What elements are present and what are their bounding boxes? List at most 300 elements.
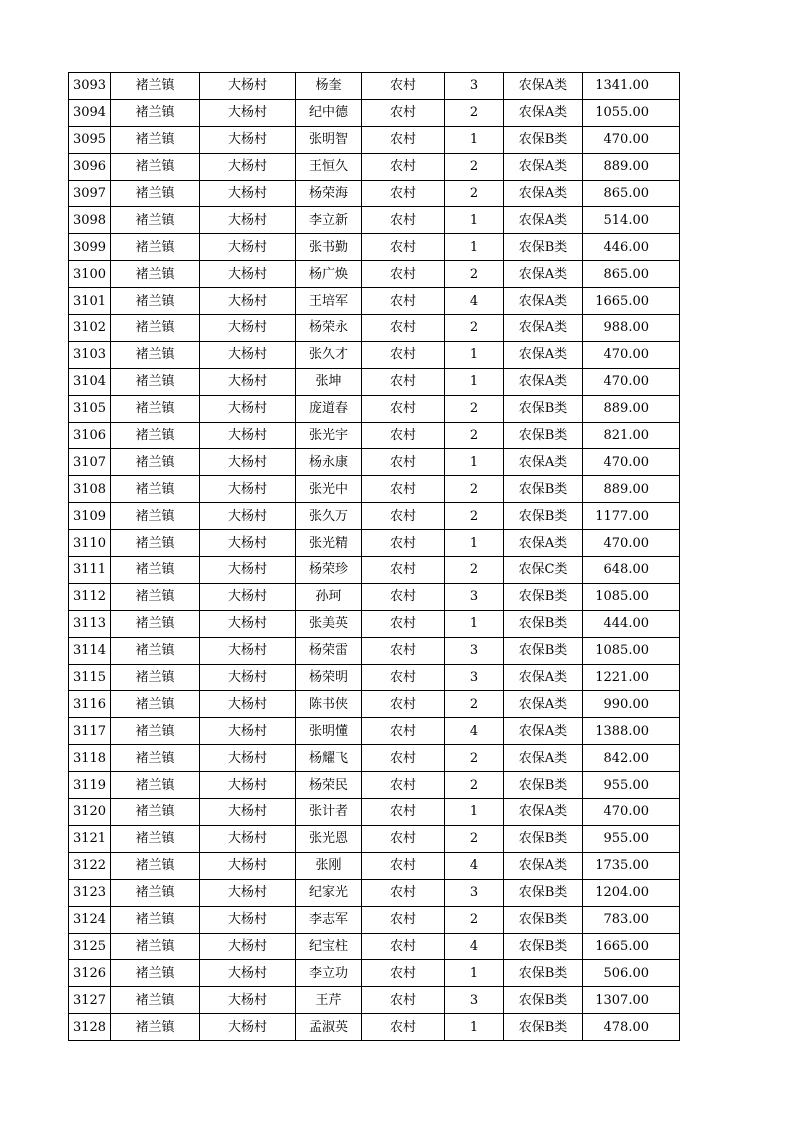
amount-cell: 444.00 — [583, 610, 680, 637]
member-count-cell: 1 — [445, 799, 504, 826]
household-type-cell: 农村 — [362, 664, 445, 691]
member-count-cell: 1 — [445, 960, 504, 987]
village-cell: 大杨村 — [200, 395, 296, 422]
name-cell: 张计者 — [296, 799, 362, 826]
town-cell: 褚兰镇 — [111, 180, 200, 207]
town-cell: 褚兰镇 — [111, 987, 200, 1014]
member-count-cell: 2 — [445, 772, 504, 799]
serial-cell: 3123 — [69, 879, 111, 906]
name-cell: 张坤 — [296, 368, 362, 395]
table-row — [69, 799, 680, 826]
category-cell: 农保A类 — [504, 664, 583, 691]
amount-cell: 470.00 — [583, 126, 680, 153]
village-cell: 大杨村 — [200, 987, 296, 1014]
village-cell: 大杨村 — [200, 772, 296, 799]
serial-cell: 3102 — [69, 315, 111, 342]
member-count-cell: 1 — [445, 610, 504, 637]
household-type-cell: 农村 — [362, 691, 445, 718]
serial-cell: 3128 — [69, 1014, 111, 1041]
name-cell: 张美英 — [296, 610, 362, 637]
household-type-cell: 农村 — [362, 933, 445, 960]
category-cell: 农保A类 — [504, 315, 583, 342]
name-cell: 张久才 — [296, 341, 362, 368]
household-type-cell: 农村 — [362, 261, 445, 288]
member-count-cell: 2 — [445, 422, 504, 449]
category-cell: 农保B类 — [504, 825, 583, 852]
amount-cell: 783.00 — [583, 906, 680, 933]
village-cell: 大杨村 — [200, 879, 296, 906]
table-row — [69, 557, 680, 584]
name-cell: 张久万 — [296, 503, 362, 530]
table-row — [69, 476, 680, 503]
household-type-cell: 农村 — [362, 879, 445, 906]
category-cell: 农保B类 — [504, 422, 583, 449]
member-count-cell: 4 — [445, 718, 504, 745]
household-type-cell: 农村 — [362, 449, 445, 476]
category-cell: 农保B类 — [504, 906, 583, 933]
serial-cell: 3120 — [69, 799, 111, 826]
name-cell: 杨荣明 — [296, 664, 362, 691]
table-row — [69, 368, 680, 395]
table-row — [69, 126, 680, 153]
category-cell: 农保B类 — [504, 583, 583, 610]
village-cell: 大杨村 — [200, 852, 296, 879]
amount-cell: 988.00 — [583, 315, 680, 342]
table-row — [69, 422, 680, 449]
table-row — [69, 449, 680, 476]
category-cell: 农保B类 — [504, 234, 583, 261]
town-cell: 褚兰镇 — [111, 449, 200, 476]
village-cell: 大杨村 — [200, 1014, 296, 1041]
village-cell: 大杨村 — [200, 180, 296, 207]
household-type-cell: 农村 — [362, 503, 445, 530]
name-cell: 张书勤 — [296, 234, 362, 261]
member-count-cell: 2 — [445, 503, 504, 530]
serial-cell: 3094 — [69, 99, 111, 126]
category-cell: 农保A类 — [504, 718, 583, 745]
category-cell: 农保A类 — [504, 261, 583, 288]
member-count-cell: 4 — [445, 933, 504, 960]
amount-cell: 470.00 — [583, 799, 680, 826]
household-type-cell: 农村 — [362, 987, 445, 1014]
town-cell: 褚兰镇 — [111, 745, 200, 772]
table-row — [69, 583, 680, 610]
category-cell: 农保A类 — [504, 153, 583, 180]
town-cell: 褚兰镇 — [111, 395, 200, 422]
member-count-cell: 3 — [445, 879, 504, 906]
serial-cell: 3103 — [69, 341, 111, 368]
name-cell: 王芹 — [296, 987, 362, 1014]
household-type-cell: 农村 — [362, 126, 445, 153]
member-count-cell: 2 — [445, 557, 504, 584]
member-count-cell: 2 — [445, 153, 504, 180]
table-row — [69, 180, 680, 207]
name-cell: 张光精 — [296, 530, 362, 557]
table-row — [69, 987, 680, 1014]
category-cell: 农保B类 — [504, 476, 583, 503]
amount-cell: 1085.00 — [583, 583, 680, 610]
town-cell: 褚兰镇 — [111, 153, 200, 180]
name-cell: 张光宇 — [296, 422, 362, 449]
household-type-cell: 农村 — [362, 395, 445, 422]
household-type-cell: 农村 — [362, 207, 445, 234]
village-cell: 大杨村 — [200, 449, 296, 476]
serial-cell: 3105 — [69, 395, 111, 422]
category-cell: 农保C类 — [504, 557, 583, 584]
category-cell: 农保B类 — [504, 879, 583, 906]
name-cell: 王恒久 — [296, 153, 362, 180]
village-cell: 大杨村 — [200, 73, 296, 100]
member-count-cell: 4 — [445, 852, 504, 879]
village-cell: 大杨村 — [200, 234, 296, 261]
household-type-cell: 农村 — [362, 368, 445, 395]
village-cell: 大杨村 — [200, 207, 296, 234]
table-row — [69, 879, 680, 906]
category-cell: 农保A类 — [504, 99, 583, 126]
table-row — [69, 1014, 680, 1041]
member-count-cell: 3 — [445, 73, 504, 100]
name-cell: 李立新 — [296, 207, 362, 234]
member-count-cell: 2 — [445, 395, 504, 422]
household-type-cell: 农村 — [362, 960, 445, 987]
category-cell: 农保B类 — [504, 933, 583, 960]
town-cell: 褚兰镇 — [111, 852, 200, 879]
household-type-cell: 农村 — [362, 852, 445, 879]
village-cell: 大杨村 — [200, 691, 296, 718]
table-row — [69, 288, 680, 315]
serial-cell: 3114 — [69, 637, 111, 664]
roster-table — [68, 72, 680, 1041]
name-cell: 杨奎 — [296, 73, 362, 100]
household-type-cell: 农村 — [362, 1014, 445, 1041]
serial-cell: 3118 — [69, 745, 111, 772]
member-count-cell: 3 — [445, 664, 504, 691]
member-count-cell: 2 — [445, 476, 504, 503]
village-cell: 大杨村 — [200, 153, 296, 180]
table-row — [69, 153, 680, 180]
category-cell: 农保A类 — [504, 341, 583, 368]
serial-cell: 3119 — [69, 772, 111, 799]
amount-cell: 648.00 — [583, 557, 680, 584]
category-cell: 农保B类 — [504, 126, 583, 153]
town-cell: 褚兰镇 — [111, 99, 200, 126]
amount-cell: 955.00 — [583, 825, 680, 852]
member-count-cell: 2 — [445, 691, 504, 718]
serial-cell: 3108 — [69, 476, 111, 503]
town-cell: 褚兰镇 — [111, 422, 200, 449]
town-cell: 褚兰镇 — [111, 718, 200, 745]
village-cell: 大杨村 — [200, 557, 296, 584]
name-cell: 李志军 — [296, 906, 362, 933]
table-row — [69, 933, 680, 960]
category-cell: 农保A类 — [504, 530, 583, 557]
village-cell: 大杨村 — [200, 637, 296, 664]
category-cell: 农保B类 — [504, 772, 583, 799]
member-count-cell: 1 — [445, 368, 504, 395]
village-cell: 大杨村 — [200, 745, 296, 772]
village-cell: 大杨村 — [200, 368, 296, 395]
member-count-cell: 1 — [445, 126, 504, 153]
town-cell: 褚兰镇 — [111, 126, 200, 153]
household-type-cell: 农村 — [362, 530, 445, 557]
table-row — [69, 718, 680, 745]
table-row — [69, 664, 680, 691]
category-cell: 农保A类 — [504, 691, 583, 718]
member-count-cell: 2 — [445, 99, 504, 126]
village-cell: 大杨村 — [200, 476, 296, 503]
household-type-cell: 农村 — [362, 718, 445, 745]
town-cell: 褚兰镇 — [111, 530, 200, 557]
member-count-cell: 4 — [445, 288, 504, 315]
serial-cell: 3112 — [69, 583, 111, 610]
serial-cell: 3111 — [69, 557, 111, 584]
town-cell: 褚兰镇 — [111, 664, 200, 691]
village-cell: 大杨村 — [200, 126, 296, 153]
member-count-cell: 2 — [445, 906, 504, 933]
town-cell: 褚兰镇 — [111, 368, 200, 395]
household-type-cell: 农村 — [362, 825, 445, 852]
category-cell: 农保A类 — [504, 745, 583, 772]
town-cell: 褚兰镇 — [111, 476, 200, 503]
serial-cell: 3100 — [69, 261, 111, 288]
name-cell: 张刚 — [296, 852, 362, 879]
name-cell: 张明智 — [296, 126, 362, 153]
village-cell: 大杨村 — [200, 610, 296, 637]
serial-cell: 3099 — [69, 234, 111, 261]
serial-cell: 3127 — [69, 987, 111, 1014]
table-row — [69, 906, 680, 933]
town-cell: 褚兰镇 — [111, 503, 200, 530]
table-row — [69, 395, 680, 422]
amount-cell: 1735.00 — [583, 852, 680, 879]
table-row — [69, 772, 680, 799]
household-type-cell: 农村 — [362, 583, 445, 610]
member-count-cell: 1 — [445, 530, 504, 557]
name-cell: 杨荣海 — [296, 180, 362, 207]
serial-cell: 3125 — [69, 933, 111, 960]
serial-cell: 3113 — [69, 610, 111, 637]
category-cell: 农保B类 — [504, 1014, 583, 1041]
table-body — [69, 73, 680, 1041]
name-cell: 纪家光 — [296, 879, 362, 906]
amount-cell: 842.00 — [583, 745, 680, 772]
household-type-cell: 农村 — [362, 341, 445, 368]
amount-cell: 865.00 — [583, 261, 680, 288]
member-count-cell: 2 — [445, 180, 504, 207]
name-cell: 张光中 — [296, 476, 362, 503]
name-cell: 杨永康 — [296, 449, 362, 476]
amount-cell: 1085.00 — [583, 637, 680, 664]
amount-cell: 821.00 — [583, 422, 680, 449]
town-cell: 褚兰镇 — [111, 341, 200, 368]
category-cell: 农保A类 — [504, 207, 583, 234]
amount-cell: 470.00 — [583, 449, 680, 476]
member-count-cell: 1 — [445, 1014, 504, 1041]
amount-cell: 1221.00 — [583, 664, 680, 691]
town-cell: 褚兰镇 — [111, 73, 200, 100]
village-cell: 大杨村 — [200, 503, 296, 530]
member-count-cell: 2 — [445, 261, 504, 288]
serial-cell: 3116 — [69, 691, 111, 718]
household-type-cell: 农村 — [362, 180, 445, 207]
category-cell: 农保B类 — [504, 395, 583, 422]
village-cell: 大杨村 — [200, 906, 296, 933]
household-type-cell: 农村 — [362, 906, 445, 933]
category-cell: 农保A类 — [504, 799, 583, 826]
table-row — [69, 825, 680, 852]
name-cell: 王培军 — [296, 288, 362, 315]
name-cell: 庞道春 — [296, 395, 362, 422]
household-type-cell: 农村 — [362, 153, 445, 180]
table-row — [69, 745, 680, 772]
table-row — [69, 234, 680, 261]
household-type-cell: 农村 — [362, 234, 445, 261]
serial-cell: 3095 — [69, 126, 111, 153]
member-count-cell: 3 — [445, 637, 504, 664]
town-cell: 褚兰镇 — [111, 960, 200, 987]
name-cell: 李立功 — [296, 960, 362, 987]
amount-cell: 1307.00 — [583, 987, 680, 1014]
serial-cell: 3097 — [69, 180, 111, 207]
town-cell: 褚兰镇 — [111, 261, 200, 288]
amount-cell: 1177.00 — [583, 503, 680, 530]
category-cell: 农保A类 — [504, 449, 583, 476]
category-cell: 农保A类 — [504, 852, 583, 879]
member-count-cell: 2 — [445, 825, 504, 852]
serial-cell: 3124 — [69, 906, 111, 933]
table-row — [69, 73, 680, 100]
amount-cell: 1341.00 — [583, 73, 680, 100]
household-type-cell: 农村 — [362, 745, 445, 772]
table-row — [69, 610, 680, 637]
serial-cell: 3115 — [69, 664, 111, 691]
name-cell: 杨耀飞 — [296, 745, 362, 772]
amount-cell: 1665.00 — [583, 933, 680, 960]
village-cell: 大杨村 — [200, 99, 296, 126]
household-type-cell: 农村 — [362, 73, 445, 100]
village-cell: 大杨村 — [200, 933, 296, 960]
town-cell: 褚兰镇 — [111, 207, 200, 234]
name-cell: 孟淑英 — [296, 1014, 362, 1041]
table-row — [69, 99, 680, 126]
village-cell: 大杨村 — [200, 288, 296, 315]
town-cell: 褚兰镇 — [111, 234, 200, 261]
amount-cell: 990.00 — [583, 691, 680, 718]
member-count-cell: 2 — [445, 745, 504, 772]
village-cell: 大杨村 — [200, 341, 296, 368]
serial-cell: 3096 — [69, 153, 111, 180]
serial-cell: 3101 — [69, 288, 111, 315]
household-type-cell: 农村 — [362, 288, 445, 315]
category-cell: 农保A类 — [504, 180, 583, 207]
amount-cell: 470.00 — [583, 368, 680, 395]
category-cell: 农保B类 — [504, 960, 583, 987]
village-cell: 大杨村 — [200, 825, 296, 852]
member-count-cell: 1 — [445, 449, 504, 476]
town-cell: 褚兰镇 — [111, 772, 200, 799]
household-type-cell: 农村 — [362, 99, 445, 126]
member-count-cell: 2 — [445, 315, 504, 342]
category-cell: 农保B类 — [504, 610, 583, 637]
amount-cell: 446.00 — [583, 234, 680, 261]
village-cell: 大杨村 — [200, 664, 296, 691]
household-type-cell: 农村 — [362, 557, 445, 584]
serial-cell: 3117 — [69, 718, 111, 745]
household-type-cell: 农村 — [362, 610, 445, 637]
serial-cell: 3098 — [69, 207, 111, 234]
village-cell: 大杨村 — [200, 315, 296, 342]
amount-cell: 889.00 — [583, 395, 680, 422]
name-cell: 张光恩 — [296, 825, 362, 852]
table-row — [69, 691, 680, 718]
serial-cell: 3121 — [69, 825, 111, 852]
amount-cell: 506.00 — [583, 960, 680, 987]
town-cell: 褚兰镇 — [111, 583, 200, 610]
serial-cell: 3109 — [69, 503, 111, 530]
serial-cell: 3122 — [69, 852, 111, 879]
town-cell: 褚兰镇 — [111, 825, 200, 852]
serial-cell: 3104 — [69, 368, 111, 395]
table-row — [69, 341, 680, 368]
category-cell: 农保B类 — [504, 637, 583, 664]
category-cell: 农保A类 — [504, 73, 583, 100]
town-cell: 褚兰镇 — [111, 288, 200, 315]
town-cell: 褚兰镇 — [111, 610, 200, 637]
name-cell: 陈书侠 — [296, 691, 362, 718]
village-cell: 大杨村 — [200, 422, 296, 449]
member-count-cell: 1 — [445, 234, 504, 261]
name-cell: 杨荣永 — [296, 315, 362, 342]
table-row — [69, 530, 680, 557]
table-row — [69, 503, 680, 530]
amount-cell: 1055.00 — [583, 99, 680, 126]
serial-cell: 3126 — [69, 960, 111, 987]
table-row — [69, 960, 680, 987]
amount-cell: 865.00 — [583, 180, 680, 207]
amount-cell: 470.00 — [583, 341, 680, 368]
name-cell: 孙珂 — [296, 583, 362, 610]
amount-cell: 955.00 — [583, 772, 680, 799]
amount-cell: 889.00 — [583, 153, 680, 180]
amount-cell: 470.00 — [583, 530, 680, 557]
serial-cell: 3093 — [69, 73, 111, 100]
village-cell: 大杨村 — [200, 799, 296, 826]
village-cell: 大杨村 — [200, 960, 296, 987]
household-type-cell: 农村 — [362, 799, 445, 826]
name-cell: 杨广焕 — [296, 261, 362, 288]
household-type-cell: 农村 — [362, 315, 445, 342]
category-cell: 农保A类 — [504, 368, 583, 395]
serial-cell: 3110 — [69, 530, 111, 557]
town-cell: 褚兰镇 — [111, 1014, 200, 1041]
town-cell: 褚兰镇 — [111, 933, 200, 960]
table-row — [69, 315, 680, 342]
member-count-cell: 1 — [445, 341, 504, 368]
town-cell: 褚兰镇 — [111, 691, 200, 718]
table-row — [69, 261, 680, 288]
village-cell: 大杨村 — [200, 718, 296, 745]
amount-cell: 514.00 — [583, 207, 680, 234]
member-count-cell: 3 — [445, 987, 504, 1014]
serial-cell: 3107 — [69, 449, 111, 476]
category-cell: 农保B类 — [504, 503, 583, 530]
member-count-cell: 1 — [445, 207, 504, 234]
town-cell: 褚兰镇 — [111, 906, 200, 933]
town-cell: 褚兰镇 — [111, 557, 200, 584]
household-type-cell: 农村 — [362, 772, 445, 799]
name-cell: 张明懂 — [296, 718, 362, 745]
town-cell: 褚兰镇 — [111, 799, 200, 826]
